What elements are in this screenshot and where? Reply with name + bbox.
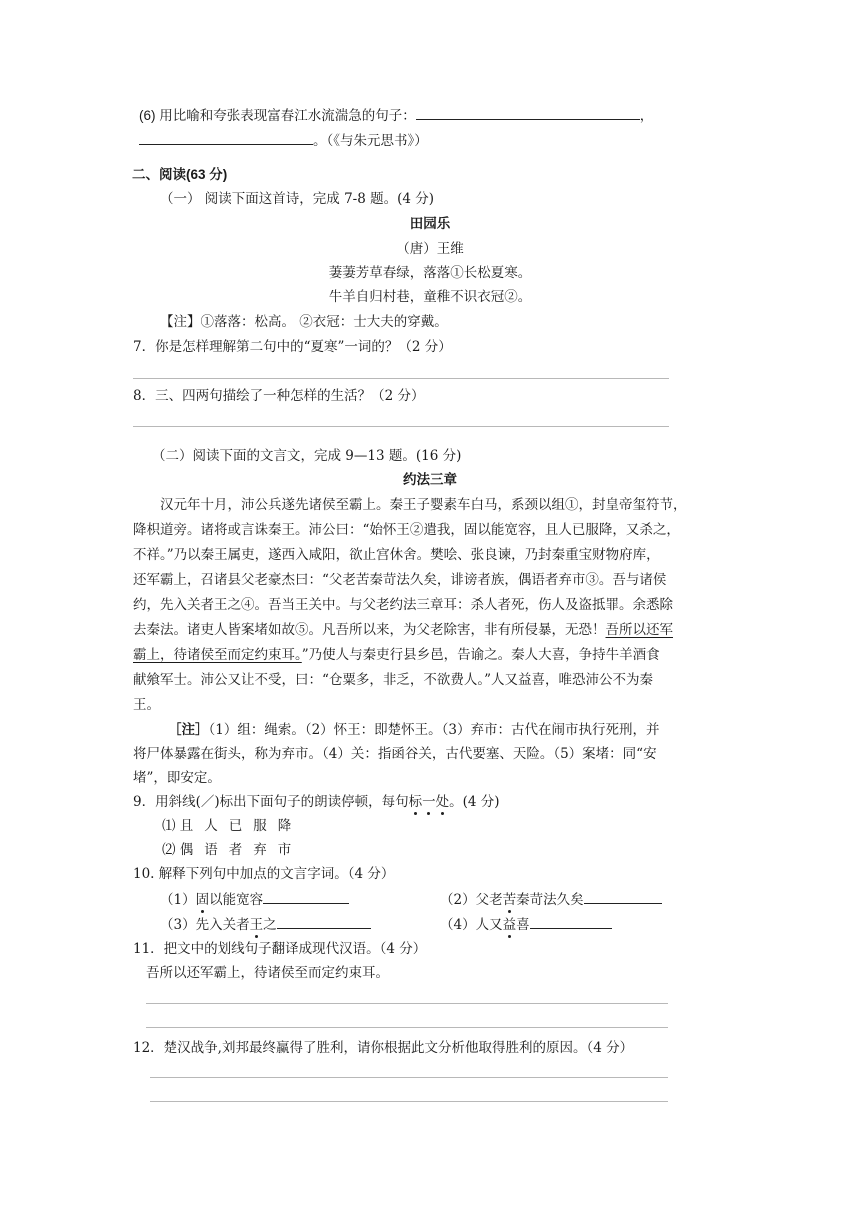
q10-item-3-text: （3）先入关者	[160, 917, 250, 933]
q10-item-4	[440, 914, 612, 935]
q10-item-3-text-2: 之	[263, 917, 277, 933]
q9-sentence-1-number: ⑴	[162, 818, 176, 834]
q9-sentence-2[interactable]	[162, 840, 302, 860]
essay-line-4: 还军霸上，召诸县父老豪杰曰：“父老苦秦苛法久矣，诽谤者族，偶语者弃市③。吾与诸侯	[133, 572, 667, 588]
poem-title: 田园乐	[409, 216, 451, 231]
underlined-sentence-part-1: 吾所以还军	[605, 622, 673, 638]
q10-answer-blank-2[interactable]	[584, 889, 662, 904]
essay-note-2: 将尸体暴露在街头，称为弃市。（4）关：指函谷关，古代要塞、天险。（5）案堵：同“安	[133, 746, 657, 762]
part2-intro: （二）阅读下面的文言文，完成 9—13 题。(16 分)	[152, 448, 462, 464]
q10-dotted-char: 益	[502, 917, 517, 933]
essay-line-8: 献飨军士。沛公又让不受，曰：“仓粟多，非乏，不欲费人。”人又益喜，唯恐沛公不为秦	[133, 672, 654, 688]
q11-answer-line-2[interactable]	[146, 1027, 668, 1028]
q12-answer-line-1[interactable]	[150, 1077, 668, 1078]
q10-item-3	[160, 914, 371, 935]
essay-line-9: 王。	[133, 697, 160, 713]
q10-dotted-char: 固	[195, 892, 210, 908]
q9-dotted-char: 一	[422, 794, 436, 810]
q6-line2	[139, 130, 428, 151]
q10-answer-blank-4[interactable]	[530, 914, 612, 929]
q9-sentence-2-text: 偶语者弃市	[179, 842, 303, 858]
q12-answer-line-2[interactable]	[150, 1101, 668, 1102]
poem-author: （唐）王维	[396, 241, 464, 257]
essay-title: 约法三章	[403, 472, 457, 487]
q10-item-1-number: （1）	[160, 892, 196, 908]
q9-dotted-char: 标	[408, 794, 423, 810]
section2-title: 二、阅读(63 分)	[132, 167, 228, 182]
q10-item-1-text: 以能宽容	[209, 892, 264, 908]
q8-answer-line[interactable]	[133, 426, 669, 427]
question-8: 8．三、四两句描绘了一种怎样的生活？（2 分）	[133, 388, 425, 404]
essay-line-2: 降枳道旁。诸将或言诛秦王。沛公曰：“始怀王②遣我，固以能宽容，且人已服降，又杀之，	[133, 522, 680, 538]
q11-answer-line-1[interactable]	[146, 1003, 668, 1004]
part1-intro: （一） 阅读下面这首诗，完成 7-8 题。(4 分)	[160, 191, 435, 207]
q9-text: 9．用斜线(／)标出下面句子的朗读停顿，每句	[133, 794, 409, 810]
essay-note-3: 堵”，即安定。	[133, 770, 221, 786]
q7-answer-line[interactable]	[133, 378, 669, 379]
poem-line-1: 萋萋芳草春绿，落落①长松夏寒。	[328, 265, 532, 281]
essay-line-3: 不祥。”乃以秦王属吏，遂西入咸阳，欲止宫休舍。樊哙、张良谏，乃封秦重宝财物府库，	[133, 547, 660, 563]
note-label: ［注］	[168, 722, 209, 738]
q10-item-2-text-2: 秦苛法久矣	[516, 892, 584, 908]
essay-line-5: 约，先入关者王之④。吾当王关中。与父老约法三章耳：杀人者死，伤人及盗抵罪。余悉除	[133, 597, 673, 613]
q6-comma: ，	[639, 108, 654, 123]
essay-line-6	[133, 620, 673, 640]
q11-sentence: 吾所以还军霸上，待诸侯至而定约束耳。	[146, 965, 389, 981]
q10-item-2	[440, 889, 662, 910]
q6-answer-blank-2[interactable]	[139, 130, 313, 145]
question-7: 7．你是怎样理解第二句中的“夏寒”一词的？（2 分）	[133, 339, 452, 355]
essay-line-7-text: ”乃使人与秦吏行县乡邑，告谕之。秦人大喜，争持牛羊酒食	[301, 647, 660, 663]
q10-item-4-text: （4）人又	[440, 917, 503, 933]
q10-answer-blank-3[interactable]	[277, 914, 371, 929]
q9-sentence-1[interactable]	[162, 816, 302, 836]
question-11: 11．把文中的划线句子翻译成现代汉语。（4 分）	[133, 941, 427, 957]
q9-score: 。(4 分)	[449, 794, 500, 810]
question-10: 10. 解释下列句中加点的文言字词。（4 分）	[133, 866, 395, 882]
q6-suffix: 。（《与朱元思书》）	[313, 133, 428, 149]
question-9	[133, 792, 500, 812]
q6-prefix: (6) 用比喻和夸张表现富春江水流湍急的句子：	[139, 108, 416, 123]
q10-item-1	[160, 889, 349, 910]
essay-note-1	[168, 720, 660, 740]
q9-dotted-char: 处	[435, 794, 450, 810]
q10-item-4-text-2: 喜	[516, 917, 530, 933]
q9-sentence-2-number: ⑵	[162, 842, 176, 858]
q10-item-2-text: （2）父老	[440, 892, 503, 908]
q9-sentence-1-text: 且人已服降	[179, 818, 303, 834]
essay-line-1: 汉元年十月，沛公兵遂先诸侯至霸上。秦王子婴素车白马，系颈以组①，封皇帝玺符节，	[160, 497, 687, 513]
poem-note: 【注】①落落：松高。 ②衣冠：士大夫的穿戴。	[160, 314, 448, 330]
poem-line-2: 牛羊自归村巷，童稚不识衣冠②。	[328, 289, 532, 305]
note-text-1: （1）组：绳索。（2）怀王：即楚怀王。（3）弃市：古代在闹市执行死刑，并	[208, 722, 660, 738]
q10-answer-blank-1[interactable]	[263, 889, 349, 904]
essay-line-6-text: 去秦法。诸吏人皆案堵如故⑤。凡吾所以来，为父老除害，非有所侵暴，无恐！	[133, 622, 606, 638]
q10-dotted-char: 王	[249, 917, 264, 933]
q6-answer-blank-1[interactable]	[416, 105, 640, 120]
underlined-sentence-part-2: 霸上，待诸侯至而定约束耳。	[133, 647, 302, 663]
question-12: 12．楚汉战争,刘邦最终赢得了胜利，请你根据此文分析他取得胜利的原因。（4 分）	[133, 1040, 634, 1056]
essay-line-7	[133, 645, 660, 665]
q6-line1	[139, 105, 653, 126]
q10-dotted-char: 苦	[502, 892, 517, 908]
